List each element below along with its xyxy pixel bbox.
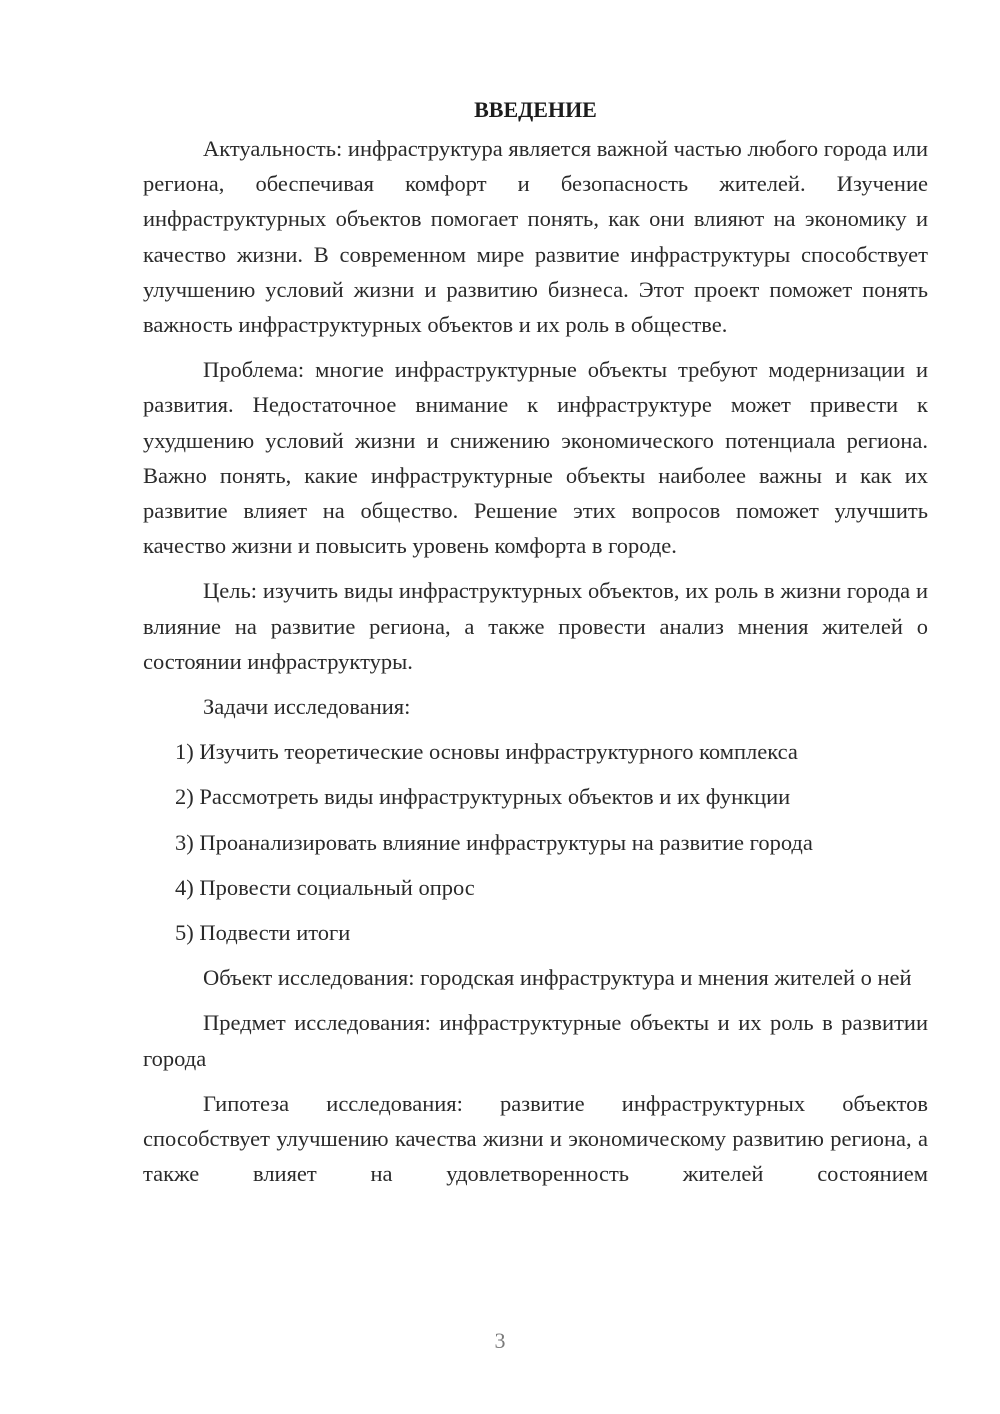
- hypothesis-paragraph: Гипотеза исследования: развитие инфраструктурных объектов способствует улучшению качества жизни и экономическому развитию региона, а также влияет на удовлетворенность жителей состоянием: [143, 1090, 928, 1187]
- task-item-3: 3) Проанализировать влияние инфраструктуры на развитие города: [175, 829, 813, 855]
- page-number: 3: [494, 1328, 506, 1353]
- task-item-5: 5) Подвести итоги: [175, 920, 351, 946]
- problem-paragraph: Проблема: многие инфраструктурные объекты требуют модернизации и развития. Недостаточное внимание к инфраструктуре может привести к ухудшению условий жизни и снижению экономического потенциала региона. Важно понять, какие инфраструктурные объекты наиболее важны и как их развитие влияет на общество. Решение этих вопросов поможет улучшить качество жизни и повысить уровень комфорта в городе.: [143, 357, 928, 559]
- subject-paragraph: Предмет исследования: инфраструктурные объекты и их роль в развитии города: [143, 1010, 928, 1071]
- task-item-1: 1) Изучить теоретические основы инфраструктурного комплекса: [175, 739, 798, 765]
- page-title: ВВЕДЕНИЕ: [474, 97, 597, 122]
- tasks-heading: Задачи исследования:: [203, 694, 411, 720]
- tasks-list: [143, 734, 928, 950]
- task-item-4: 4) Провести социальный опрос: [175, 874, 475, 900]
- task-item-2: 2) Рассмотреть виды инфраструктурных объектов и их функции: [175, 784, 791, 810]
- relevance-paragraph: Актуальность: инфраструктура является важной частью любого города или региона, обеспечивая комфорт и безопасность жителей. Изучение инфраструктурных объектов помогает понять, как они влияют на экономику и качество жизни. В современном мире развитие инфраструктуры способствует улучшению условий жизни и развитию бизнеса. Этот проект поможет понять важность инфраструктурных объектов и их роль в обществе.: [143, 136, 928, 338]
- object-paragraph: Объект исследования: городская инфраструктура и мнения жителей о ней: [203, 965, 912, 991]
- goal-paragraph: Цель: изучить виды инфраструктурных объектов, их роль в жизни города и влияние на развитие региона, а также провести анализ мнения жителей о состоянии инфраструктуры.: [143, 578, 928, 674]
- document-page: [143, 92, 928, 1201]
